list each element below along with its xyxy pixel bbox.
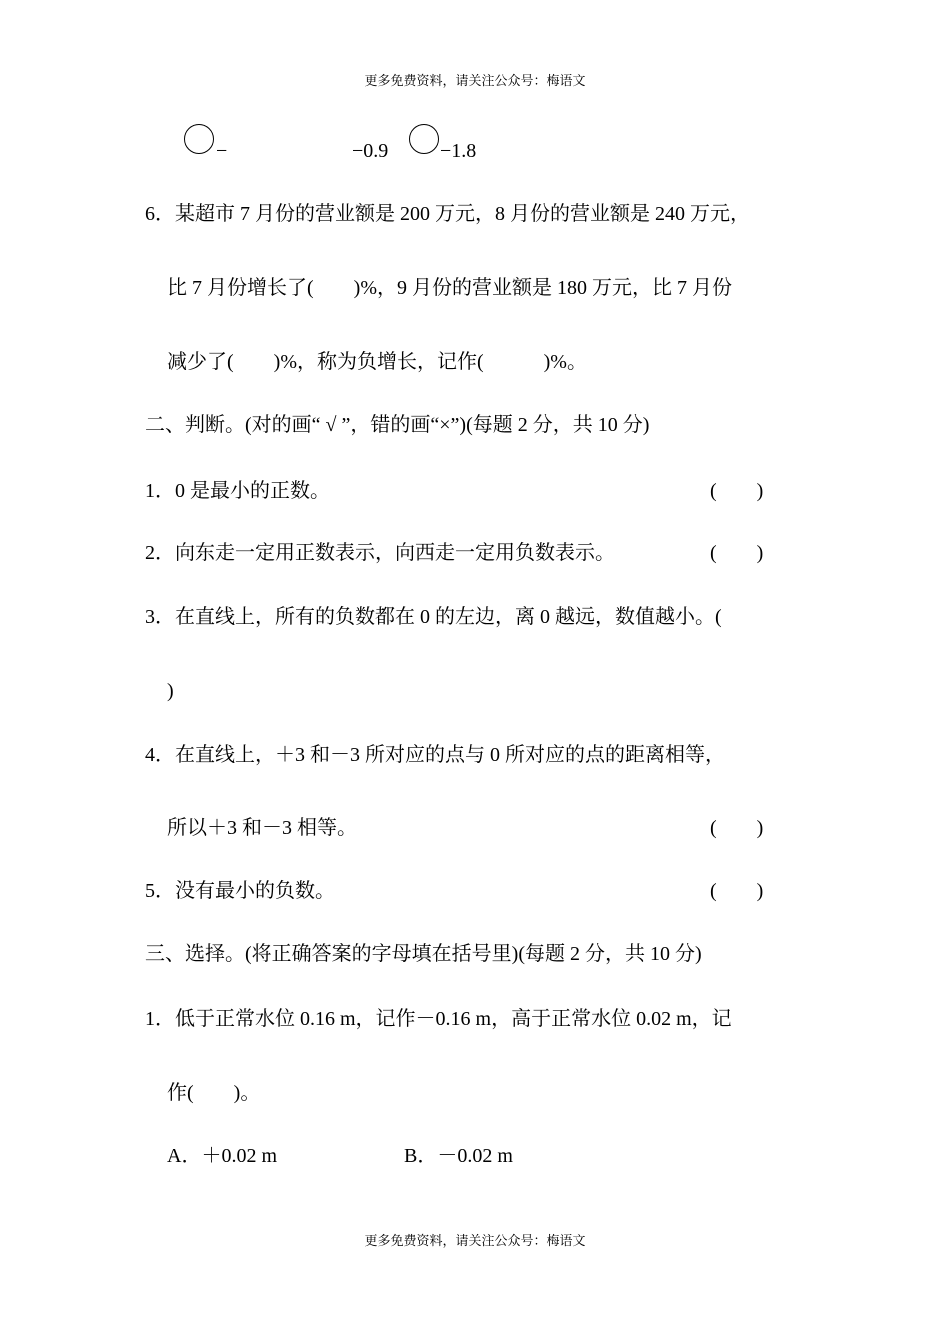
answer-bracket-4[interactable]: ( ) xyxy=(710,817,764,839)
compare-circle-1[interactable] xyxy=(184,124,214,154)
judge-item-3: 3．在直线上，所有的负数都在 0 的左边，离 0 越远，数值越小。( xyxy=(145,606,722,628)
page-header: 更多免费资料，请关注公众号：梅语文 xyxy=(364,73,586,88)
option-b[interactable]: B．－0.02 m xyxy=(404,1145,513,1167)
compare-circle-2[interactable] xyxy=(409,124,439,154)
judge-item-3-close: ) xyxy=(167,680,174,702)
expr-mid-number: −0.9 xyxy=(352,140,389,162)
section-2-title: 二、判断。(对的画“ √ ”，错的画“×”)(每题 2 分，共 10 分) xyxy=(145,414,650,436)
judge-item-4: 4．在直线上，＋3 和－3 所对应的点与 0 所对应的点的距离相等， xyxy=(145,744,725,766)
choice-q1-line-2: 作( )。 xyxy=(167,1082,261,1104)
page-footer: 更多免费资料，请关注公众号：梅语文 xyxy=(364,1233,586,1248)
answer-bracket-5[interactable]: ( ) xyxy=(710,880,764,902)
answer-bracket-2[interactable]: ( ) xyxy=(710,542,764,564)
expr-right-part: −1.8 xyxy=(440,140,477,162)
judge-item-1: 1．0 是最小的正数。 xyxy=(145,480,330,502)
section-3-title: 三、选择。(将正确答案的字母填在括号里)(每题 2 分，共 10 分) xyxy=(145,943,702,965)
q6-line-3: 减少了( )%，称为负增长，记作( )%。 xyxy=(167,351,587,373)
choice-q1-line-1: 1．低于正常水位 0.16 m，记作－0.16 m，高于正常水位 0.02 m，记 xyxy=(145,1008,732,1030)
judge-item-4-cont: 所以＋3 和－3 相等。 xyxy=(167,817,357,839)
q6-line-1: 6．某超市 7 月份的营业额是 200 万元，8 月份的营业额是 240 万元， xyxy=(145,203,750,225)
answer-bracket-1[interactable]: ( ) xyxy=(710,480,764,502)
judge-item-2: 2．向东走一定用正数表示，向西走一定用负数表示。 xyxy=(145,542,615,564)
expr-left-part: − xyxy=(216,140,228,162)
option-a[interactable]: A．＋0.02 m xyxy=(167,1145,277,1167)
judge-item-5: 5．没有最小的负数。 xyxy=(145,880,335,902)
q6-line-2: 比 7 月份增长了( )%，9 月份的营业额是 180 万元，比 7 月份 xyxy=(167,277,732,299)
